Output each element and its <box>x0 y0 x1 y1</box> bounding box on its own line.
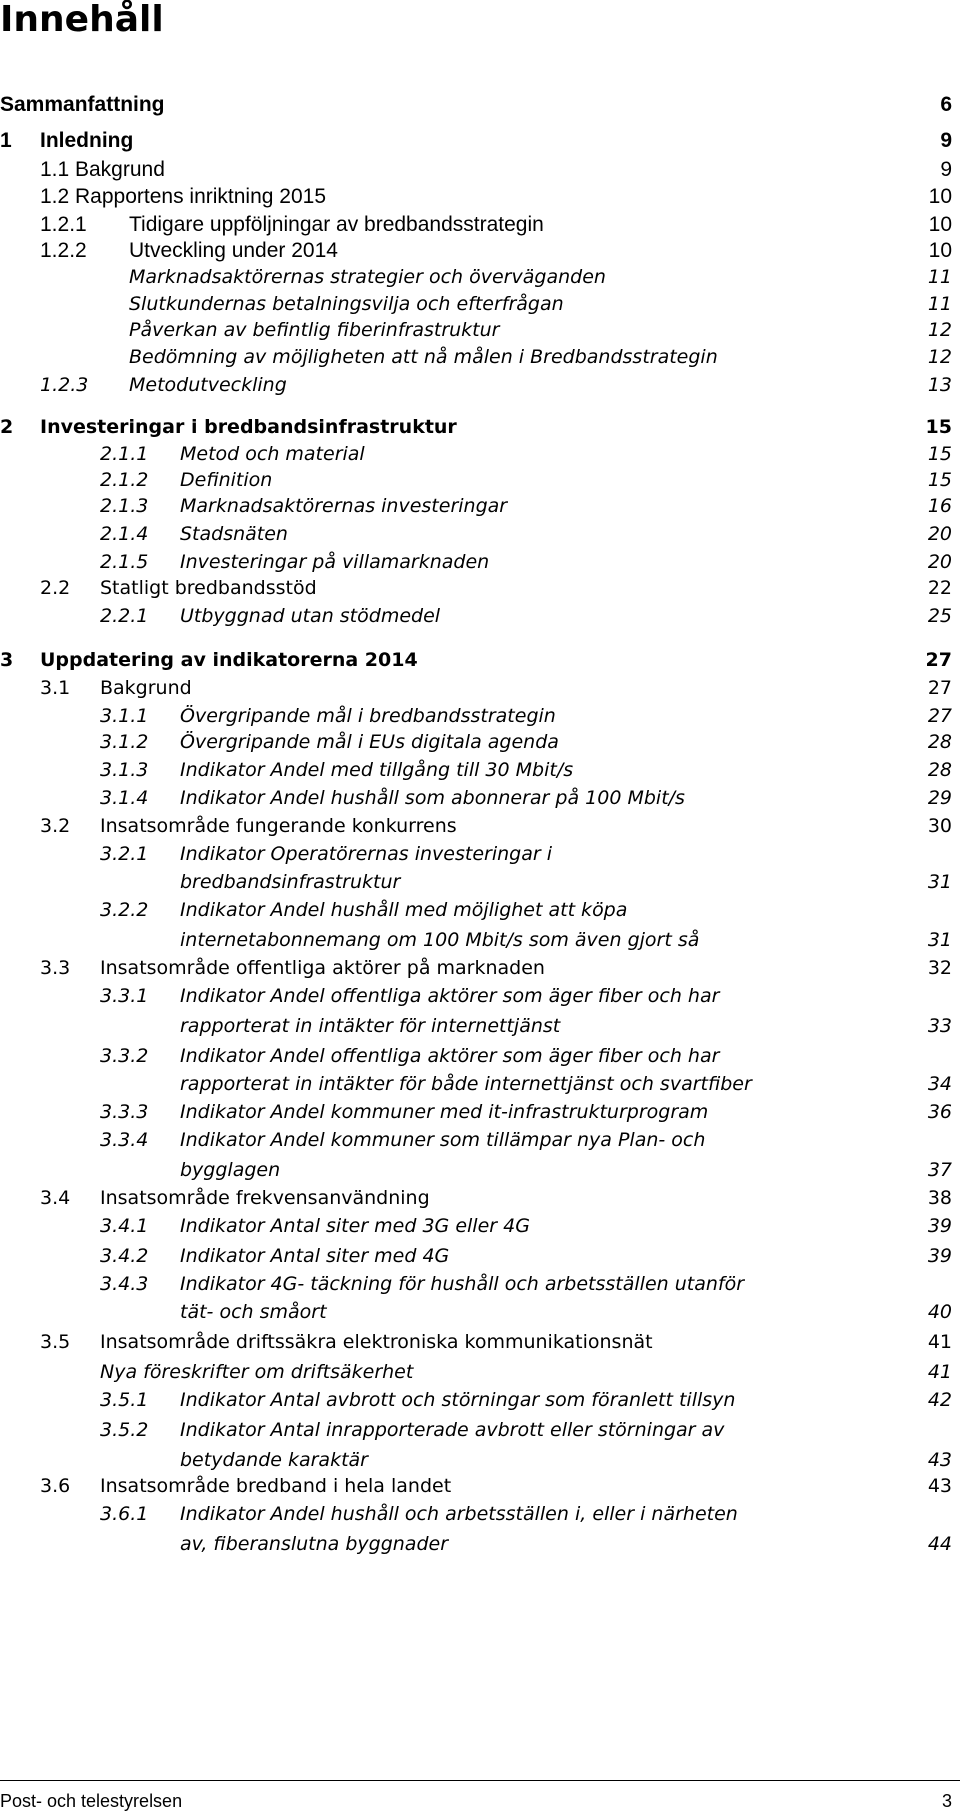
toc-entry[interactable] <box>0 1155 960 1185</box>
toc-entry[interactable] <box>0 727 960 757</box>
toc-entry[interactable] <box>0 645 960 675</box>
toc-entry-number: 3.4.3 <box>100 1273 149 1295</box>
toc-entry-page: 10 <box>928 239 952 262</box>
toc-entry-page: 32 <box>927 957 952 979</box>
toc-entry-number: 1.2 <box>40 185 70 208</box>
toc-entry-number: 1.1 <box>40 158 70 181</box>
toc-entry-page: 27 <box>925 649 952 671</box>
toc-entry[interactable] <box>0 601 960 631</box>
toc-entry[interactable] <box>0 1471 960 1501</box>
toc-entry-title: Indikator Antal inrapporterade avbrott eller störningar av <box>180 1419 725 1441</box>
toc-entry-number: 2 <box>0 416 14 438</box>
toc-entry[interactable] <box>0 1125 960 1155</box>
toc-entry-number: 3.4.2 <box>100 1245 149 1267</box>
toc-entry-page: 15 <box>925 416 952 438</box>
toc-entry-title: Indikator 4G- täckning för hushåll och arbetsställen utanför <box>180 1273 745 1295</box>
toc-entry[interactable] <box>0 783 960 813</box>
toc-entry-title: rapporterat in intäkter för internettjänst <box>180 1015 561 1037</box>
toc-entry-title: Utveckling under 2014 <box>129 239 338 262</box>
toc-entry-title: Nya föreskrifter om driftsäkerhet <box>100 1361 414 1383</box>
toc-entry[interactable] <box>0 573 960 603</box>
toc-entry-page: 41 <box>927 1361 952 1383</box>
toc-entry[interactable] <box>0 839 960 869</box>
toc-entry[interactable] <box>0 1415 960 1445</box>
toc-entry-page: 39 <box>927 1215 952 1237</box>
toc-entry-title: Indikator Andel kommuner med it-infrastrukturprogram <box>180 1101 709 1123</box>
toc-entry-number: 3.5 <box>40 1331 71 1353</box>
toc-entry-page: 42 <box>927 1389 952 1411</box>
toc-entry-title: Utbyggnad utan stödmedel <box>180 605 441 627</box>
toc-entry-number: 2.1.1 <box>100 443 149 465</box>
toc-entry[interactable] <box>0 412 960 442</box>
toc-entry-number: 2.1.2 <box>100 469 149 491</box>
toc-entry-page: 36 <box>927 1101 952 1123</box>
toc-entry-number: 3.6 <box>40 1475 71 1497</box>
toc-entry-title: av, fiberanslutna byggnader <box>180 1533 449 1555</box>
toc-entry[interactable] <box>0 1097 960 1127</box>
toc-entry-number: 2.1.5 <box>100 551 149 573</box>
footer-publisher: Post- och telestyrelsen <box>0 1791 183 1811</box>
toc-entry-title: Indikator Antal siter med 3G eller 4G <box>180 1215 530 1237</box>
toc-entry-page: 31 <box>927 871 952 893</box>
toc-entry-title: Indikator Andel offentliga aktörer som äger fiber och har <box>180 985 720 1007</box>
toc-entry[interactable] <box>0 126 960 156</box>
toc-entry-title: Indikator Operatörernas investeringar i <box>180 843 552 865</box>
toc-entry-title: Insatsområde frekvensanvändning <box>100 1187 430 1209</box>
toc-entry-number: 3.5.2 <box>100 1419 149 1441</box>
toc-entry[interactable] <box>0 519 960 549</box>
toc-entry-page: 10 <box>928 185 952 208</box>
toc-entry-title: Påverkan av befintlig fiberinfrastruktur <box>129 319 500 341</box>
toc-entry-title: Investeringar på villamarknaden <box>180 551 490 573</box>
toc-entry-page: 28 <box>927 759 952 781</box>
toc-entry-page: 12 <box>927 319 952 341</box>
toc-entry-page: 38 <box>927 1187 952 1209</box>
toc-entry-page: 9 <box>940 129 952 152</box>
toc-entry-title: Definition <box>180 469 273 491</box>
toc-entry-page: 15 <box>927 469 952 491</box>
toc-entry-page: 43 <box>927 1449 952 1471</box>
toc-entry-title: tät- och småort <box>180 1301 327 1323</box>
toc-entry-page: 12 <box>927 346 952 368</box>
toc-entry-page: 33 <box>927 1015 952 1037</box>
toc-entry-title: Uppdatering av indikatorerna 2014 <box>40 649 418 671</box>
toc-entry-title: Marknadsaktörernas investeringar <box>180 495 508 517</box>
toc-entry-title: Indikator Andel offentliga aktörer som äger fiber och har <box>180 1045 720 1067</box>
toc-entry-title: Slutkundernas betalningsvilja och efterfrågan <box>129 293 564 315</box>
toc-entry[interactable] <box>0 1529 960 1559</box>
toc-entry-title: Stadsnäten <box>180 523 288 545</box>
toc-entry[interactable] <box>0 1327 960 1357</box>
toc-entry-number: 3.4.1 <box>100 1215 149 1237</box>
toc-entry-page: 22 <box>927 577 952 599</box>
toc-entry-page: 28 <box>927 731 952 753</box>
toc-entry-number: 3.1 <box>40 677 71 699</box>
page-title: Innehåll <box>0 0 164 40</box>
toc-entry-title: Investeringar i bredbandsinfrastruktur <box>40 416 457 438</box>
toc-entry-number: 3.1.2 <box>100 731 149 753</box>
toc-entry-page: 10 <box>928 213 952 236</box>
toc-entry-title: Statligt bredbandsstöd <box>100 577 317 599</box>
toc-entry-page: 9 <box>940 158 952 181</box>
toc-entry-page: 25 <box>927 605 952 627</box>
toc-entry-title: Indikator Andel kommuner som tillämpar nya Plan- och <box>180 1129 706 1151</box>
toc-entry[interactable] <box>0 1269 960 1299</box>
toc-entry[interactable] <box>0 1499 960 1529</box>
toc-entry-page: 34 <box>927 1073 952 1095</box>
toc-entry-number: 1.2.1 <box>40 213 87 236</box>
toc-entry[interactable] <box>0 1357 960 1387</box>
toc-entry-page: 30 <box>927 815 952 837</box>
toc-entry-page: 13 <box>927 374 952 396</box>
toc-entry-page: 43 <box>927 1475 952 1497</box>
toc-entry-number: 3.4 <box>40 1187 71 1209</box>
toc-entry[interactable] <box>0 1011 960 1041</box>
toc-entry[interactable] <box>0 925 960 955</box>
toc-entry-page: 39 <box>927 1245 952 1267</box>
toc-entry-page: 16 <box>927 495 952 517</box>
toc-entry-number: 1 <box>0 129 12 152</box>
toc-entry[interactable] <box>0 755 960 785</box>
toc-entry-number: 3.2 <box>40 815 71 837</box>
toc-entry-number: 3.1.1 <box>100 705 149 727</box>
toc-entry-number: 3.3.1 <box>100 985 149 1007</box>
toc-entry[interactable] <box>0 342 960 372</box>
toc-entry-title: Sammanfattning <box>0 93 165 116</box>
toc-entry-title: Inledning <box>40 129 134 152</box>
toc-entry-title: Indikator Antal siter med 4G <box>180 1245 450 1267</box>
toc-entry-number: 3.2.1 <box>100 843 149 865</box>
toc-entry-page: 15 <box>927 443 952 465</box>
toc-entry-title: Indikator Andel hushåll med möjlighet att köpa <box>180 899 628 921</box>
toc-entry-page: 27 <box>927 677 952 699</box>
toc-entry-title: internetabonnemang om 100 Mbit/s som även gjort så <box>180 929 700 951</box>
toc-entry-title: Rapportens inriktning 2015 <box>75 185 326 208</box>
toc-entry-page: 29 <box>927 787 952 809</box>
toc-entry-number: 3.3.3 <box>100 1101 149 1123</box>
toc-entry-number: 3 <box>0 649 14 671</box>
toc-entry-title: Bakgrund <box>100 677 192 699</box>
toc-entry[interactable] <box>0 673 960 703</box>
toc-entry-title: Indikator Andel hushåll och arbetsställen i, eller i närheten <box>180 1503 738 1525</box>
toc-entry-number: 3.3.2 <box>100 1045 149 1067</box>
toc-entry-page: 31 <box>927 929 952 951</box>
toc-entry[interactable] <box>0 262 960 292</box>
toc-entry-title: Insatsområde driftssäkra elektroniska kommunikationsnät <box>100 1331 653 1353</box>
toc-entry-number: 2.1.4 <box>100 523 149 545</box>
toc-entry-number: 1.2.2 <box>40 239 87 262</box>
toc-entry-title: betydande karaktär <box>180 1449 368 1471</box>
toc-entry-page: 27 <box>927 705 952 727</box>
toc-entry[interactable] <box>0 1041 960 1071</box>
toc-entry-number: 2.1.3 <box>100 495 149 517</box>
toc-entry-title: Insatsområde bredband i hela landet <box>100 1475 452 1497</box>
toc-entry-number: 3.3.4 <box>100 1129 149 1151</box>
toc-entry-page: 11 <box>927 266 952 288</box>
toc-entry-page: 41 <box>927 1331 952 1353</box>
toc-entry-title: Övergripande mål i bredbandsstrategin <box>180 705 556 727</box>
toc-entry[interactable] <box>0 1183 960 1213</box>
toc-entry-title: Metodutveckling <box>129 374 287 396</box>
toc-entry-title: Metod och material <box>180 443 365 465</box>
toc-entry-page: 11 <box>927 293 952 315</box>
toc-entry-title: Tidigare uppföljningar av bredbandsstrategin <box>129 213 544 236</box>
toc-entry[interactable] <box>0 1211 960 1241</box>
toc-entry-page: 20 <box>927 523 952 545</box>
toc-entry[interactable] <box>0 1297 960 1327</box>
toc-entry-page: 6 <box>940 93 952 116</box>
toc-entry-title: bygglagen <box>180 1159 281 1181</box>
toc-entry-title: Bakgrund <box>75 158 165 181</box>
toc-entry[interactable] <box>0 315 960 345</box>
toc-entry-number: 3.2.2 <box>100 899 149 921</box>
toc-entry-title: Bedömning av möjligheten att nå målen i Bredbandsstrategin <box>129 346 718 368</box>
toc-entry-title: rapporterat in intäkter för både internettjänst och svartfiber <box>180 1073 752 1095</box>
toc-entry-title: Insatsområde offentliga aktörer på marknaden <box>100 957 545 979</box>
toc-entry[interactable] <box>0 155 960 185</box>
toc-entry[interactable] <box>0 895 960 925</box>
footer-page-number: 3 <box>941 1791 952 1811</box>
toc-entry-number: 3.1.3 <box>100 759 149 781</box>
toc-entry-number: 2.2.1 <box>100 605 149 627</box>
toc-entry-number: 3.6.1 <box>100 1503 149 1525</box>
toc-entry[interactable] <box>0 811 960 841</box>
toc-entry-title: Indikator Andel hushåll som abonnerar på 100 Mbit/s <box>180 787 685 809</box>
toc-entry[interactable] <box>0 981 960 1011</box>
toc-entry[interactable] <box>0 953 960 983</box>
toc-entry-page: 37 <box>927 1159 952 1181</box>
toc-entry[interactable] <box>0 90 960 120</box>
toc-entry-page: 44 <box>927 1533 952 1555</box>
toc-entry[interactable] <box>0 1385 960 1415</box>
toc-entry-title: Marknadsaktörernas strategier och överväganden <box>129 266 606 288</box>
toc-entry-number: 3.1.4 <box>100 787 149 809</box>
toc-entry-page: 20 <box>927 551 952 573</box>
toc-entry-number: 3.5.1 <box>100 1389 149 1411</box>
toc-entry-title: Indikator Andel med tillgång till 30 Mbit/s <box>180 759 574 781</box>
toc-entry[interactable] <box>0 491 960 521</box>
toc-entry-number: 3.3 <box>40 957 71 979</box>
toc-entry[interactable] <box>0 1069 960 1099</box>
toc-entry[interactable] <box>0 182 960 212</box>
toc-entry-page: 40 <box>927 1301 952 1323</box>
toc-entry[interactable] <box>0 867 960 897</box>
toc-entry-title: Övergripande mål i EUs digitala agenda <box>180 731 559 753</box>
toc-entry-number: 1.2.3 <box>40 374 89 396</box>
footer-divider <box>0 1780 960 1781</box>
toc-entry-title: Insatsområde fungerande konkurrens <box>100 815 457 837</box>
toc-entry-title: bredbandsinfrastruktur <box>180 871 401 893</box>
toc-entry[interactable] <box>0 1241 960 1271</box>
toc-entry-title: Indikator Antal avbrott och störningar som föranlett tillsyn <box>180 1389 736 1411</box>
toc-entry-number: 2.2 <box>40 577 71 599</box>
toc-entry[interactable] <box>0 370 960 400</box>
